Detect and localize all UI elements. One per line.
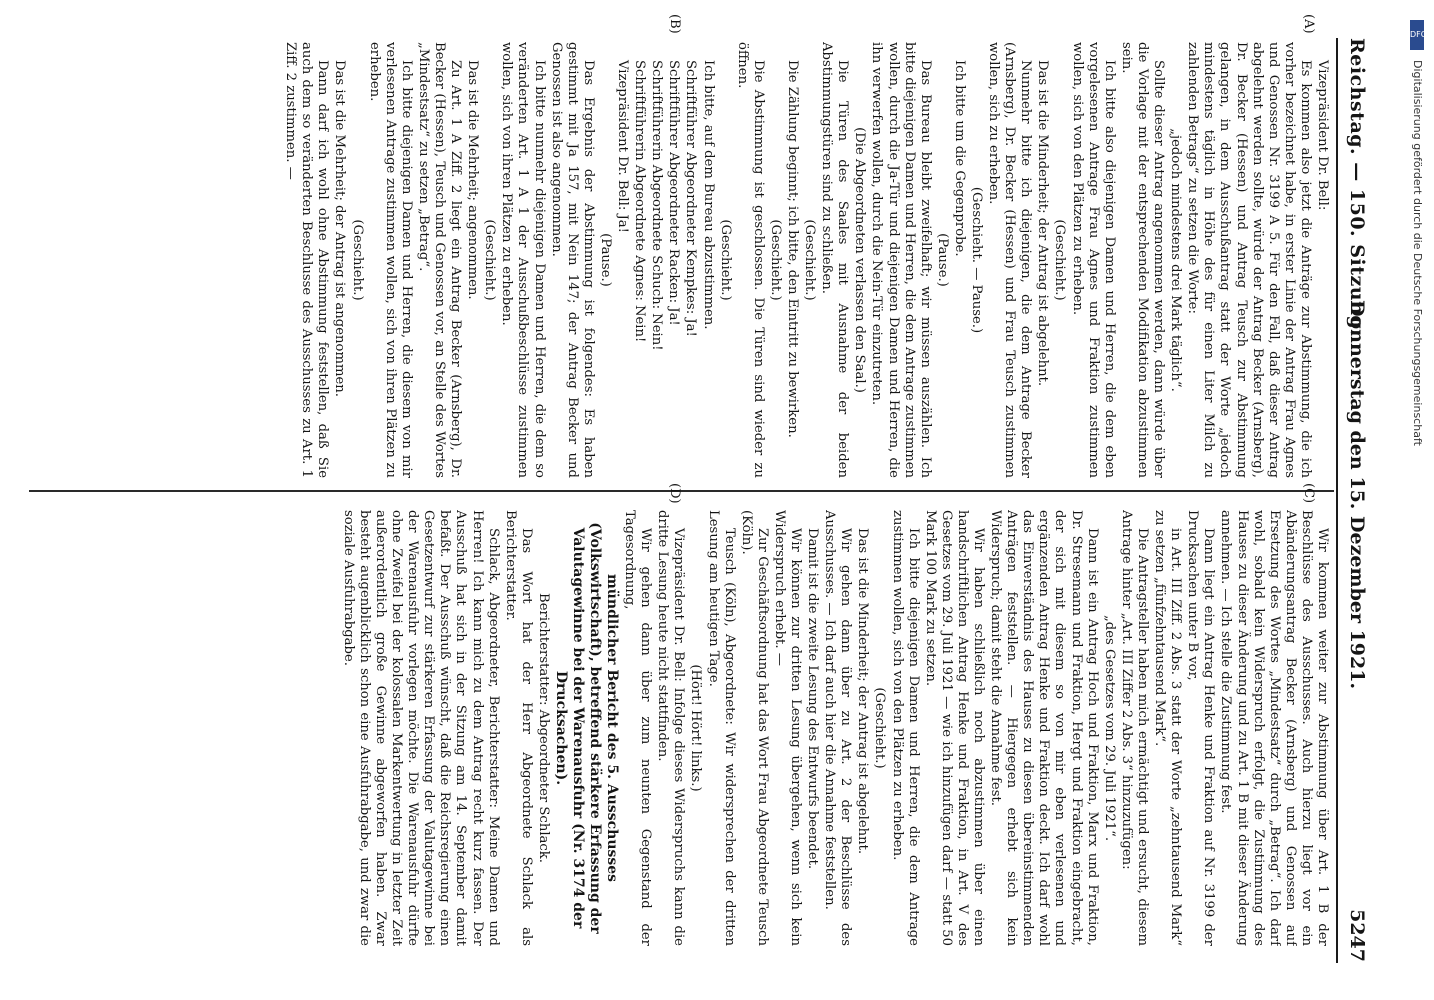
paragraph: (Geschieht. — Pause.)	[969, 186, 985, 334]
dfg-sidebar	[1410, 20, 1426, 980]
paragraph: „jedoch mindestens drei Mark täglich“.	[1168, 128, 1184, 392]
paragraph: (Hört! Hört! links.)	[688, 664, 704, 792]
paragraph: Vizepräsident Dr. Bell:	[1315, 60, 1330, 211]
paragraph: Das Bureau bleibt zweifelhaft; wir müssen auszählen. Ich bitte diejenigen Damen und Herren, die dem Antrage zustimmen wollen, durch die Ja-Tür und diejenigen Damen und Herren, die ihn verwerfen wollen, durch die Nein-Tür einzutreten.	[869, 42, 933, 478]
margin-mark-c: (C)	[1301, 483, 1316, 504]
header-rule	[1336, 38, 1338, 963]
paragraph: Schriftführer Abgeordneter Racken: Ja!	[666, 60, 682, 326]
paragraph: (Pause.)	[934, 233, 950, 287]
paragraph: Das ist die Mehrheit; angenommen.	[465, 60, 481, 300]
margin-mark-d: (D)	[667, 483, 682, 504]
paragraph: Schlack, Abgeordneter, Berichterstatter: Meine Damen und Herren! Ich kann mich zu dem Antrag recht kurz fassen. Der Ausschuß hat sich in der Sitzung am 14. September damit befaßt. Der Ausschuß wünscht, daß die Reichsregierung einen Gesetzentwurf zur stärkeren Erfassung der Valutagewinne bei der Warenausfuhr vorlegen möchte. Die Warenausfuhr dürfte ohne Zweifel bei der kolossalen Markentwertung in letzter Zeit außerordentlich große Gewinne abgeworfen haben. Zwar besteht augenblicklich schon eine Ausfuhrabgabe, und zwar die soziale Ausfuhrabgabe.	[340, 510, 501, 946]
paragraph: Schriftführerin Abgeordnete Agnes: Nein!	[632, 60, 648, 343]
paragraph: Wir gehen dann über zum neunten Gegenstand der Tagesordnung,	[622, 510, 654, 946]
paragraph: Schriftführerin Abgeordnete Schuch: Nein!	[649, 60, 665, 351]
paragraph: Die Antragsteller haben mich ermächtigt und ersucht, diesem Antrage hinter „Art. III Ziffer 2 Abs. 3“ hinzuzufügen:	[1118, 510, 1150, 946]
paragraph: Das ist die Mehrheit; der Antrag ist angenommen.	[332, 60, 348, 397]
header-session: Reichstag. — 150. Sitzung.	[1346, 38, 1368, 337]
paragraph: Das Ergebnis der Abstimmung ist folgendes: Es haben gestimmt mit Ja 157, mit Nein 147; der Antrag Becker und Genossen ist also angenommen.	[548, 42, 596, 478]
paragraph: (Geschieht.)	[717, 219, 733, 301]
paragraph: Teusch (Köln), Abgeordnete: Wir widersprechen der dritten Lesung am heutigen Tage.	[705, 510, 737, 946]
paragraph: (Geschieht.)	[872, 687, 888, 769]
paragraph: Ich bitte diejenigen Damen und Herren, die diesem von mir verlesenen Antrage zustimmen wollen, sich von ihren Plätzen zu erheben.	[366, 42, 414, 478]
paragraph: (Die Abgeordneten verlassen den Saal.)	[852, 127, 868, 393]
paragraph: Ich bitte also diejenigen Damen und Herren, die dem eben vorgelesenen Antrage Frau Agnes und Fraktion zustimmen wollen, sich von den Plätzen zu erheben.	[1069, 42, 1117, 478]
paragraph: Nunmehr bitte ich diejenigen, die dem Antrage Becker (Arnsberg), Dr. Becker (Hessen) und Frau Teusch zustimmen wollen, sich zu erheben.	[986, 42, 1034, 478]
right-column	[30, 510, 1330, 946]
paragraph: Wir kommen weiter zur Abstimmung über Art. 1 B der Beschlüsse des Ausschusses. Auch hierzu liegt vor ein Abänderungsantrag Becker (Arnsberg) und Genossen auf Ersetzung des Wortes „Mindestsatz“ durch „Betrag“. Ich darf wohl, sobald kein Widerspruch erfolgt, die Zustimmung des Hauses zu dieser Änderung und zu Art. 1 B mit dieser Änderung annehmen. — Ich stelle die Zustimmung fest.	[1218, 510, 1330, 946]
paragraph: Ich bitte, auf dem Bureau abzustimmen.	[700, 60, 716, 330]
paragraph: „des Gesetzes vom 29. Juli 1921“.	[1101, 614, 1117, 842]
paragraph: Wir haben schließlich noch abzustimmen über einen handschriftlichen Antrag Henke und Fraktion, in Art. V des Gesetzes vom 29. Juli 1921 — wie ich hinzufügen darf — statt 50 Mark 100 Mark zu setzen.	[922, 510, 987, 946]
paragraph: (Pause.)	[597, 233, 613, 287]
paragraph: Zur Geschäftsordnung hat das Wort Frau Abgeordnete Teusch (Köln).	[738, 510, 770, 946]
paragraph: Berichterstatter: Abgeordneter Schlack.	[535, 593, 551, 863]
paragraph: Schriftführer Abgeordneter Kempkes: Ja!	[683, 60, 699, 337]
dfg-logo: DFG	[1410, 20, 1424, 50]
paragraph: mündlicher Bericht des 5. Ausschusses (Volkswirtschaft), betreffend stärkere Erfassung der Valutagewinne bei der Warenausfuhr (Nr. 3174 der Drucksachen).	[552, 522, 620, 934]
left-column	[30, 42, 1330, 478]
document-page	[8, 14, 1368, 970]
paragraph: Ich bitte diejenigen Damen und Herren, die dem Antrage zustimmen wollen, sich von den Plätzen zu erheben.	[889, 510, 921, 946]
margin-mark-b: (B)	[667, 14, 682, 34]
paragraph: Dann ist ein Antrag Hoch und Fraktion, Marx und Fraktion, Dr. Stresemann und Fraktion, Hergt und Fraktion eingebracht, der sich mit diesem so von mir eben verlesenen und ergänzenden Antrag Henke und Fraktion deckt. Ich darf wohl das Einverständnis des Hauses zu diesen übereinstimmenden Anträgen feststellen. — Hiergegen erhebt sich kein Widerspruch; damit steht die Annahme fest.	[988, 510, 1100, 946]
paragraph: Das ist die Minderheit; der Antrag ist abgelehnt.	[855, 528, 871, 855]
paragraph: Wir können zur dritten Lesung übergehen, wenn sich kein Widerspruch erhebt. —	[771, 510, 803, 946]
paragraph: (Geschieht.)	[767, 219, 783, 301]
paragraph: (Geschieht.)	[802, 219, 818, 301]
paragraph: Es kommen also jetzt die Anträge zur Abstimmung, die ich vorher bezeichnet habe, in erster Linie der Antrag Frau Agnes und Genossen Nr. 3199 A 5. Für den Fall, daß dieser Antrag abgelehnt werden sollte, würde der Antrag Becker (Arnsberg), Dr. Becker (Hessen) und Antrag Teusch zur Abstimmung gelangen, in dem Ausschußantrag statt der Worte „jedoch mindestens täglich in Höhe des für einen Liter Milch zu zahlenden Betrags“ zu setzen die Worte:	[1185, 42, 1313, 478]
page-number: 5247	[1346, 909, 1368, 962]
paragraph: Die Türen des Saales mit Ausnahme der beiden Abstimmungstüren sind zu schließen.	[819, 42, 851, 478]
paragraph: Dann liegt ein Antrag Henke und Fraktion auf Nr. 3199 der Drucksachen unter B vor,	[1185, 510, 1217, 946]
paragraph: Die Zählung beginnt; ich bitte, den Eintritt zu bewirken.	[785, 60, 800, 438]
paragraph: Vizepräsident Dr. Bell: Ja!	[615, 60, 631, 233]
paragraph: Zu Art. 1 A Ziff. 2 liegt ein Antrag Becker (Arnsberg), Dr. Becker (Hessen), Teusch und Genossen vor, an Stelle des Wortes „Mindestsatz“ zu setzen „Betrag“.	[415, 42, 464, 478]
paragraph: Die Abstimmung ist geschlossen. Die Türen sind wieder zu öffnen.	[734, 42, 766, 478]
paragraph: Das Wort hat der Herr Abgeordnete Schlack als Berichterstatter.	[502, 510, 534, 946]
paragraph: Dann darf ich wohl ohne Abstimmung feststellen, daß Sie auch dem so veränderten Beschlusse des Ausschusses zu Art. 1 Ziff. 2 zustimmen. —	[283, 42, 331, 478]
paragraph: Ich bitte nunmehr diejenigen Damen und Herren, die dem so veränderten Art. 1 A 1 der Ausschußbeschlüsse zustimmen wollen, sich von ihren Plätzen zu erheben.	[499, 42, 547, 478]
paragraph: (Geschieht.)	[482, 219, 498, 301]
paragraph: Das ist die Minderheit; der Antrag ist abgelehnt.	[1035, 60, 1051, 387]
paragraph: Wir gehen dann über zu Art. 2 der Beschlüsse des Ausschusses. — Ich darf auch hier die Annahme feststellen.	[822, 510, 854, 946]
paragraph: Sollte dieser Antrag angenommen werden, dann würde über die Vorlage mit der entsprechenden Modifikation abzustimmen sein.	[1118, 42, 1167, 478]
paragraph: Vizepräsident Dr. Bell: Infolge dieses Widerspruchs kann die dritte Lesung heute nicht stattfinden.	[655, 510, 687, 946]
page-header	[1344, 20, 1368, 970]
paragraph: (Geschieht.)	[1052, 219, 1068, 301]
header-date: Donnerstag den 15. Dezember 1921.	[1346, 300, 1368, 690]
paragraph: Damit ist die zweite Lesung des Entwurfs beendet.	[805, 528, 821, 870]
paragraph: Ich bitte um die Gegenprobe.	[951, 60, 967, 257]
paragraph: (Geschieht.)	[349, 219, 365, 301]
dfg-credit: Digitalisierung gefördert durch die Deutsche Forschungsgemeinschaft	[1411, 60, 1424, 446]
paragraph: in Art. III Ziff. 2 Abs. 3 statt der Worte „zehntausend Mark“ zu setzen „fünfzehntausend Mark“.	[1152, 510, 1184, 946]
margin-mark-a: (A)	[1301, 14, 1316, 34]
